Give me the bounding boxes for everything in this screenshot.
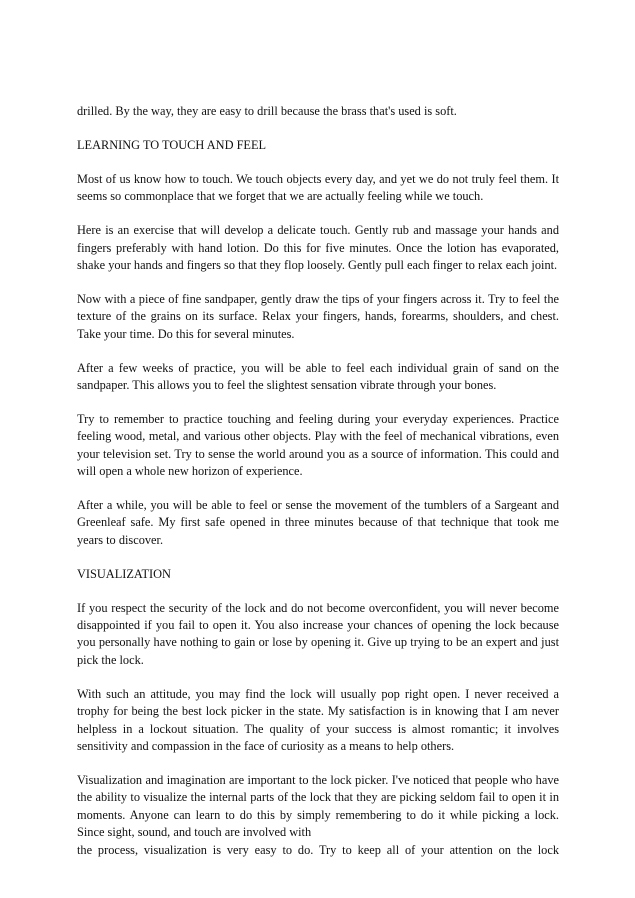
paragraph-part-1: Visualization and imagination are important to the lock picker. I've noticed that people who have the ability to visualize the internal parts of the lock that they are picking seldom fail to open it in moments. Anyone can learn to do this by simply remembering to do it while picking a lock. Since sight, sound, and touch are involved with bbox=[77, 772, 559, 840]
paragraph: After a few weeks of practice, you will be able to feel each individual grain of sand on the sandpaper. This allows you to feel the slightest sensation vibrate through your bones. bbox=[77, 360, 559, 392]
paragraph: After a while, you will be able to feel or sense the movement of the tumblers of a Sargeant and Greenleaf safe. My first safe opened in three minutes because of that technique that took me years to discover. bbox=[77, 498, 559, 547]
document-page bbox=[77, 103, 559, 859]
paragraph: If you respect the security of the lock and do not become overconfident, you will never become disappointed if you fail to open it. You also increase your chances of opening the lock because you personally have nothing to gain or lose by opening it. Give up trying to be an expert and just pick the lock. bbox=[77, 600, 559, 667]
section-heading-visualization: VISUALIZATION bbox=[77, 566, 171, 581]
opening-paragraph: drilled. By the way, they are easy to drill because the brass that's used is soft. bbox=[77, 104, 457, 118]
paragraph: Try to remember to practice touching and feeling during your everyday experiences. Practice feeling wood, metal, and various other objects. Play with the feel of mechanical vibrations, even your television set. Try to sense the world around you as a source of information. This could and will open a whole new horizon of experience. bbox=[77, 411, 559, 479]
paragraph: Most of us know how to touch. We touch objects every day, and yet we do not truly feel them. It seems so commonplace that we forget that we are actually feeling while we touch. bbox=[77, 171, 559, 204]
paragraph: Now with a piece of fine sandpaper, gently draw the tips of your fingers across it. Try to feel the texture of the grains on its surface. Relax your fingers, hands, forearms, shoulders, and chest. Take your time. Do this for several minutes. bbox=[77, 291, 559, 341]
paragraph: With such an attitude, you may find the lock will usually pop right open. I never received a trophy for being the best lock picker in the state. My satisfaction is in knowing that I am never helpless in a lockout situation. The quality of your success is almost romantic; it involves sensitivity and compassion in the face of curiosity as a means to help others. bbox=[77, 686, 559, 753]
section-heading-touch: LEARNING TO TOUCH AND FEEL bbox=[77, 137, 267, 152]
paragraph-part-2: the process, visualization is very easy to do. Try to keep all of your attention on the lock bbox=[77, 842, 559, 857]
paragraph: Here is an exercise that will develop a delicate touch. Gently rub and massage your hands and fingers preferably with hand lotion. Do this for five minutes. Once the lotion has evaporated, shake your hands and fingers so that they flop loosely. Gently pull each finger to relax each joint. bbox=[77, 223, 559, 272]
